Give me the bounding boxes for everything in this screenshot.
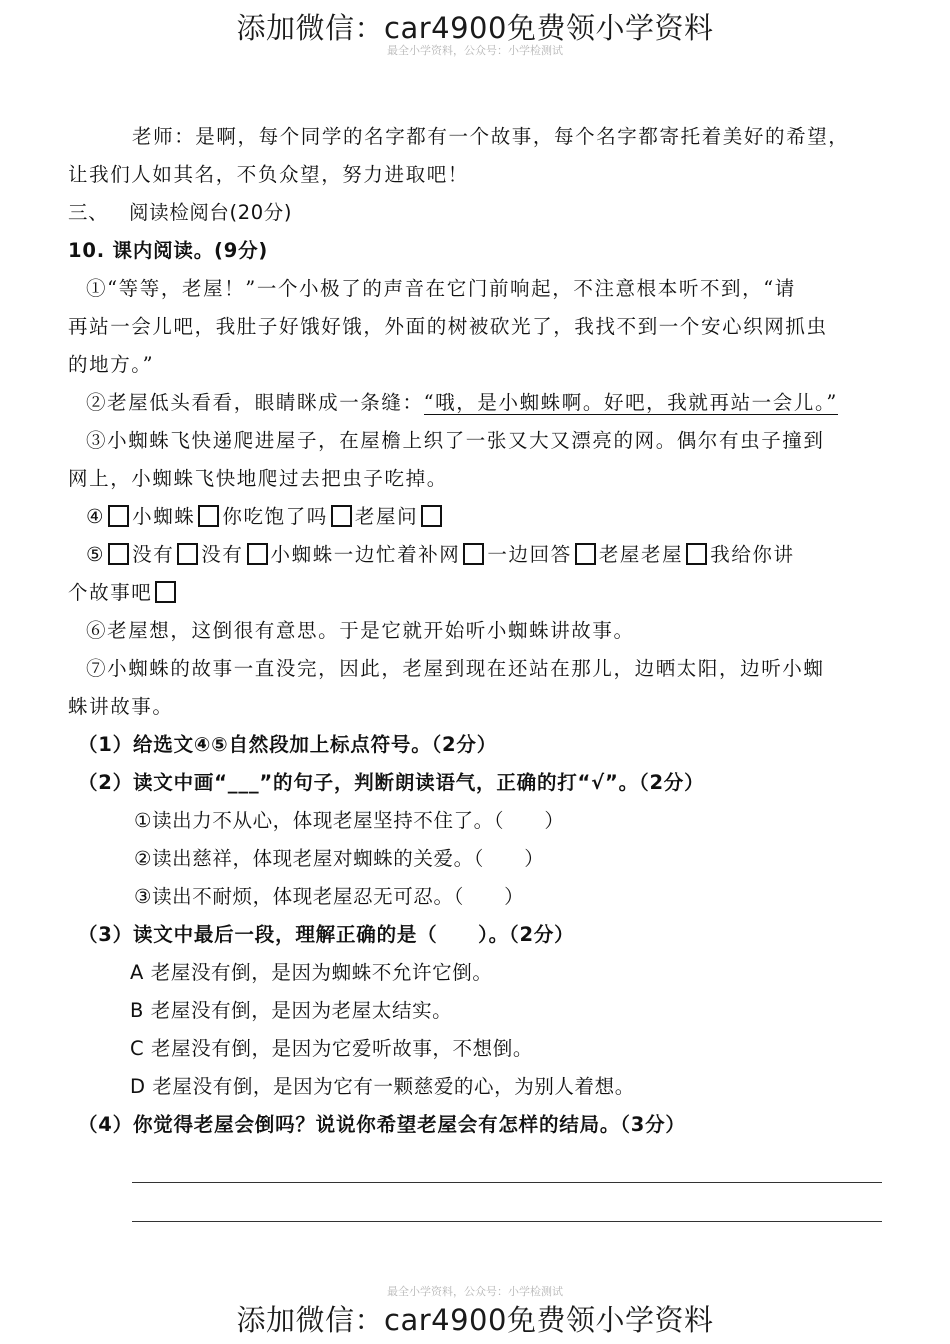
p4-segment: 你吃饱了吗 (222, 505, 328, 528)
punctuation-box[interactable] (155, 581, 176, 603)
p4-segment: 老屋问 (354, 505, 419, 528)
q3-option-b[interactable]: B 老屋没有倒，是因为老屋太结实。 (130, 999, 453, 1022)
passage-p4 (68, 498, 883, 536)
passage-p1-line-1: ①“等等，老屋！”一个小极了的声音在它门前响起，不注意根本听不到，“请 (86, 277, 796, 300)
watermark-banner-bottom: 添加微信：car4900免费领小学资料 (236, 1303, 714, 1337)
worksheet-content (68, 118, 883, 1222)
q3-option-c[interactable]: C 老屋没有倒，是因为它爱听故事，不想倒。 (130, 1037, 533, 1060)
punctuation-box[interactable] (247, 543, 268, 565)
question-1: （1）给选文④⑤自然段加上标点符号。（2分） (78, 733, 498, 756)
punctuation-box[interactable] (686, 543, 707, 565)
p5-number: ⑤ (86, 543, 106, 566)
section-title: 阅读检阅台(20分) (129, 201, 293, 224)
question-2: （2）读文中画“___”的句子，判断朗读语气，正确的打“√”。（2分） (78, 771, 705, 794)
p5-segment: 没有 (201, 543, 244, 566)
punctuation-box[interactable] (177, 543, 198, 565)
passage-p7-line-1: ⑦小蜘蛛的故事一直没完，因此，老屋到现在还站在那儿，边晒太阳，边听小蜘 (86, 657, 825, 680)
p5-segment: 小蜘蛛一边忙着补网 (270, 543, 461, 566)
punctuation-box[interactable] (108, 543, 129, 565)
punctuation-box[interactable] (575, 543, 596, 565)
p5-segment: 老屋老屋 (598, 543, 684, 566)
punctuation-box[interactable] (331, 505, 352, 527)
passage-p1-line-3: 的地方。” (68, 353, 155, 376)
passage-p7-line-2: 蛛讲故事。 (68, 695, 174, 718)
passage-p2-prefix: ②老屋低头看看，眼睛眯成一条缝： (86, 391, 424, 414)
section-heading (68, 194, 883, 232)
question-10-title: 10. 课内阅读。(9分) (68, 239, 269, 262)
p4-segment: 小蜘蛛 (132, 505, 196, 528)
q2-option-3[interactable]: ③读出不耐烦，体现老屋忍无可忍。（ ） (134, 885, 525, 908)
watermark-banner-top: 添加微信：car4900免费领小学资料 (236, 11, 714, 45)
passage-p3-line-1: ③小蜘蛛飞快递爬进屋子，在屋檐上织了一张又大又漂亮的网。偶尔有虫子撞到 (86, 429, 825, 452)
punctuation-box[interactable] (421, 505, 442, 527)
q2-option-2[interactable]: ②读出慈祥，体现老屋对蜘蛛的关爱。（ ） (134, 847, 545, 870)
p5-segment: 个故事吧 (68, 581, 153, 604)
p5-segment: 一边回答 (487, 543, 572, 566)
underlined-sentence: “哦，是小蜘蛛啊。好吧，我就再站一会儿。” (423, 391, 838, 414)
p5-segment: 没有 (132, 543, 175, 566)
passage-p5-line-1 (68, 536, 883, 574)
passage-p5-line-2 (68, 574, 883, 612)
q3-option-d[interactable]: D 老屋没有倒，是因为它有一颗慈爱的心，为别人着想。 (130, 1075, 635, 1098)
faint-footer-text: 最全小学资料，公众号：小学检测试 (387, 1285, 563, 1298)
q2-option-1[interactable]: ①读出力不从心，体现老屋坚持不住了。（ ） (134, 809, 565, 832)
passage-p3-line-2: 网上，小蜘蛛飞快地爬过去把虫子吃掉。 (68, 467, 448, 490)
section-number: 三、 (68, 201, 109, 224)
p4-number: ④ (86, 505, 106, 528)
intro-line-2: 让我们人如其名，不负众望，努力进取吧！ (68, 163, 469, 186)
punctuation-box[interactable] (198, 505, 219, 527)
passage-p1-line-2: 再站一会儿吧，我肚子好饿好饿，外面的树被砍光了，我找不到一个安心织网抓虫 (68, 315, 828, 338)
p5-segment: 我给你讲 (710, 543, 795, 566)
question-4: （4）你觉得老屋会倒吗？说说你希望老屋会有怎样的结局。（3分） (78, 1113, 686, 1136)
punctuation-box[interactable] (463, 543, 484, 565)
passage-p2 (68, 384, 883, 422)
intro-line-1: 老师：是啊，每个同学的名字都有一个故事，每个名字都寄托着美好的希望， (132, 125, 850, 148)
q3-option-a[interactable]: A 老屋没有倒，是因为蜘蛛不允许它倒。 (130, 961, 493, 984)
answer-line-2[interactable] (132, 1221, 882, 1222)
passage-p6: ⑥老屋想，这倒很有意思。于是它就开始听小蜘蛛讲故事。 (86, 619, 635, 642)
faint-header-text: 最全小学资料，公众号：小学检测试 (387, 44, 563, 57)
question-3: （3）读文中最后一段，理解正确的是（ ）。（2分） (78, 923, 575, 946)
punctuation-box[interactable] (108, 505, 129, 527)
